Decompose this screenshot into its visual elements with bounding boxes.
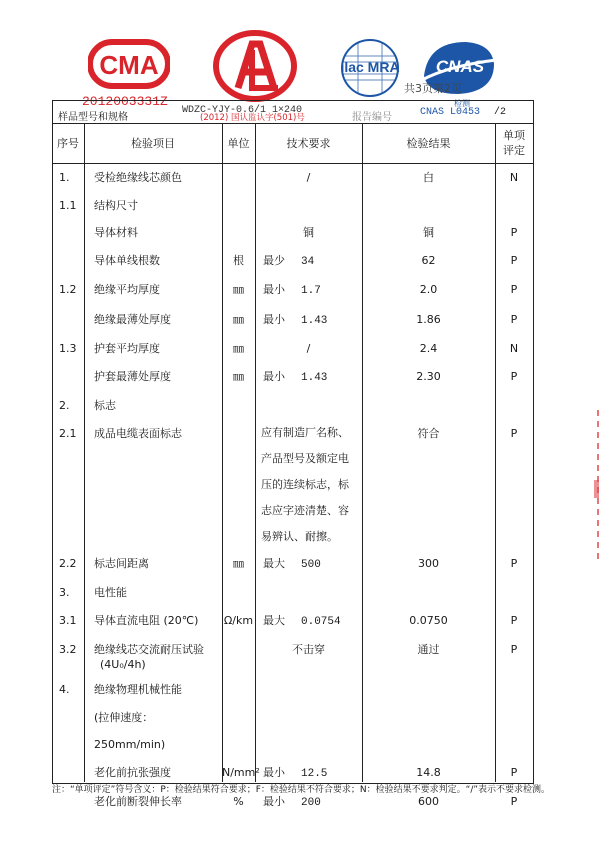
table-row <box>52 247 533 277</box>
header-item: 检验项目 <box>84 123 222 164</box>
row-item: 标志间距离 <box>94 556 149 570</box>
row-judgement: P <box>510 643 518 656</box>
row-unit: ㎜ <box>233 342 244 355</box>
row-result <box>362 579 495 607</box>
row-result: 0.0750 <box>409 613 448 627</box>
table-row <box>52 607 533 637</box>
row-requirement <box>255 704 362 759</box>
table-row <box>52 579 533 607</box>
row-unit: ㎜ <box>233 312 244 326</box>
cnas-code: CNAS L0453 <box>420 107 481 118</box>
cal-cert-number: (2012) 国认监认字(501)号 <box>200 113 305 123</box>
row-judgement <box>495 676 533 704</box>
header-seq: 序号 <box>52 123 84 164</box>
cma-logo <box>88 38 170 94</box>
sample-label: 样品型号和规格 <box>58 112 128 123</box>
requirement-qualifier: 最小 <box>263 765 285 779</box>
requirement-qualifier: 最大 <box>263 556 285 570</box>
row-item: 导体直流电阻 (20℃) <box>94 613 199 627</box>
table-row <box>52 335 533 363</box>
table-row <box>52 420 533 550</box>
row-unit: ㎜ <box>233 283 244 296</box>
row-item: 老化前断裂伸长率 <box>94 795 182 808</box>
row-judgement: P <box>510 613 518 627</box>
row-requirement <box>255 247 362 277</box>
row-result: 通过 <box>417 643 440 656</box>
row-seq: 2.1 <box>59 426 77 440</box>
row-judgement <box>495 192 533 220</box>
row-result: 62 <box>421 253 436 267</box>
row-result: 14.8 <box>416 765 441 779</box>
row-requirement <box>255 306 362 336</box>
ilac-mra-logo <box>330 38 410 102</box>
row-judgement: P <box>510 765 518 779</box>
row-result: 600 <box>418 795 439 808</box>
row-item: 护套平均厚度 <box>94 342 160 355</box>
row-result <box>362 704 495 759</box>
row-item-subline: (4U₀/4h) <box>100 658 146 671</box>
table-row <box>52 704 533 759</box>
row-requirement <box>255 579 362 607</box>
row-seq: 2.2 <box>59 556 77 570</box>
row-unit <box>222 192 255 220</box>
row-requirement <box>255 676 362 704</box>
row-item: 电性能 <box>94 586 127 599</box>
row-judgement: P <box>510 283 518 296</box>
row-judgement: P <box>510 369 518 383</box>
header-requirement: 技术要求 <box>255 123 362 164</box>
row-requirement <box>255 550 362 580</box>
row-requirement: / <box>306 171 311 184</box>
row-item: 导体单线根数 <box>94 253 160 267</box>
row-result: 铜 <box>423 226 434 239</box>
row-item: 结构尺寸 <box>94 198 138 212</box>
row-unit <box>222 636 255 676</box>
requirement-value: 500 <box>301 558 321 571</box>
requirement-value: 200 <box>301 797 321 809</box>
row-unit: ㎜ <box>233 556 244 570</box>
row-result: 符合 <box>417 426 440 440</box>
row-unit <box>222 219 255 247</box>
row-seq: 1.1 <box>59 198 77 212</box>
requirement-line: 易辨认、耐擦。 <box>261 529 338 543</box>
cert-number: 2012003331Z <box>82 94 168 109</box>
table-row <box>52 676 533 704</box>
row-item: 绝缘物理机械性能 <box>94 683 182 696</box>
requirement-value: 1.43 <box>301 314 328 327</box>
table-row <box>52 219 533 247</box>
row-requirement <box>255 192 362 220</box>
edge-seal-fragment <box>592 410 600 560</box>
row-unit <box>222 704 255 759</box>
row-judgement: P <box>510 795 518 808</box>
svg-text:ilac MRA: ilac MRA <box>340 59 400 75</box>
row-result: 白 <box>423 171 434 184</box>
requirement-line: 产品型号及额定电 <box>261 451 349 465</box>
requirement-qualifier: 最小 <box>263 369 285 383</box>
row-judgement <box>495 392 533 420</box>
row-requirement <box>255 392 362 420</box>
row-seq <box>52 306 84 336</box>
row-judgement: P <box>510 426 518 440</box>
row-unit: ㎜ <box>233 369 244 383</box>
table-row <box>52 164 533 192</box>
row-judgement <box>495 579 533 607</box>
row-item: (拉伸速度：250mm/min) <box>94 710 166 751</box>
requirement-qualifier: 最小 <box>263 795 285 808</box>
cnas-sub-label: 检测 <box>454 99 470 108</box>
requirement-line: 应有制造厂名称、 <box>261 425 349 439</box>
row-item: 标志 <box>94 399 116 412</box>
row-judgement: P <box>510 312 518 326</box>
row-unit <box>222 676 255 704</box>
row-result: 300 <box>418 556 439 570</box>
report-number-label: 报告编号 <box>352 112 392 123</box>
row-seq: 3.2 <box>59 643 77 656</box>
requirement-value: 1.43 <box>301 371 328 384</box>
row-item: 导体材料 <box>94 226 138 239</box>
row-requirement <box>255 363 362 393</box>
row-item: 成品电缆表面标志 <box>94 426 182 440</box>
requirement-value: 1.7 <box>301 285 321 297</box>
table-row <box>52 192 533 220</box>
row-seq: 1. <box>59 171 70 184</box>
row-seq: 3. <box>59 586 70 599</box>
row-requirement <box>255 276 362 306</box>
row-requirement: 铜 <box>303 226 314 239</box>
table-row <box>52 306 533 336</box>
row-requirement <box>255 420 362 550</box>
requirement-qualifier: 最少 <box>263 253 285 267</box>
row-seq: 3.1 <box>59 613 77 627</box>
row-seq: 1.3 <box>59 342 77 355</box>
row-unit <box>222 579 255 607</box>
header-result: 检验结果 <box>362 123 495 164</box>
row-unit <box>222 392 255 420</box>
test-results-table <box>52 123 533 818</box>
requirement-line: 志应字迹清楚、容 <box>261 503 349 517</box>
row-result: 1.86 <box>416 312 441 326</box>
row-judgement: N <box>509 171 519 184</box>
requirement-value: 34 <box>301 255 315 268</box>
row-item: 老化前抗张强度 <box>94 765 171 779</box>
row-unit: 根 <box>233 253 244 267</box>
row-result <box>362 676 495 704</box>
svg-text:CNAS: CNAS <box>435 57 485 76</box>
row-item: 绝缘最薄处厚度 <box>94 312 171 326</box>
table-row <box>52 276 533 306</box>
row-seq: 2. <box>59 399 70 412</box>
requirement-value: 0.0754 <box>301 615 341 628</box>
row-unit <box>222 420 255 550</box>
row-unit <box>222 164 255 192</box>
row-result: 2.0 <box>419 283 438 296</box>
row-item: 护套最薄处厚度 <box>94 369 171 383</box>
requirement-qualifier: 最大 <box>263 613 285 627</box>
row-unit: N/mm² <box>222 765 260 779</box>
page-info: 共3页第2页 <box>404 82 462 95</box>
row-seq <box>52 363 84 393</box>
requirement-value: 12.5 <box>301 767 328 780</box>
row-judgement: P <box>510 253 518 267</box>
header-judgement: 单项 评定 <box>495 123 533 164</box>
sample-model: WDZC-YJY-0.6/1 1×240 <box>182 105 303 116</box>
row-seq <box>52 704 84 759</box>
row-result: 2.30 <box>416 369 441 383</box>
row-requirement: 不击穿 <box>292 643 325 656</box>
row-requirement: / <box>306 342 311 355</box>
row-seq: 4. <box>59 683 70 696</box>
table-row <box>52 550 533 580</box>
row-unit: Ω/km <box>223 613 254 627</box>
svg-text:CMA: CMA <box>99 50 159 80</box>
table-row <box>52 363 533 393</box>
row-judgement <box>495 704 533 759</box>
page-suffix: /2 <box>494 107 507 118</box>
row-item: 绝缘平均厚度 <box>94 283 160 296</box>
requirement-qualifier: 最小 <box>263 283 285 296</box>
row-item <box>84 636 222 676</box>
requirement-qualifier: 最小 <box>263 312 285 326</box>
row-judgement: P <box>510 226 518 239</box>
row-item-line: 绝缘线芯交流耐压试验 <box>94 643 204 656</box>
row-unit: % <box>233 795 244 808</box>
row-judgement: N <box>509 342 519 355</box>
row-seq: 1.2 <box>59 283 77 296</box>
row-result <box>362 392 495 420</box>
row-seq <box>52 219 84 247</box>
footnote: 注：“单项评定”符号含义：P：检验结果符合要求；F：检验结果不符合要求；N：检验结果不要求判定。“/”表示不要求检测。 <box>52 785 551 795</box>
row-requirement <box>255 607 362 637</box>
table-row <box>52 392 533 420</box>
cal-logo <box>212 30 298 106</box>
row-result <box>362 192 495 220</box>
row-result: 2.4 <box>419 342 438 355</box>
header-unit: 单位 <box>222 123 255 164</box>
row-judgement: P <box>510 556 518 570</box>
requirement-line: 压的连续标志，标 <box>261 477 349 491</box>
table-row <box>52 636 533 676</box>
row-seq <box>52 247 84 277</box>
row-item: 受检绝缘线芯颜色 <box>94 171 182 184</box>
